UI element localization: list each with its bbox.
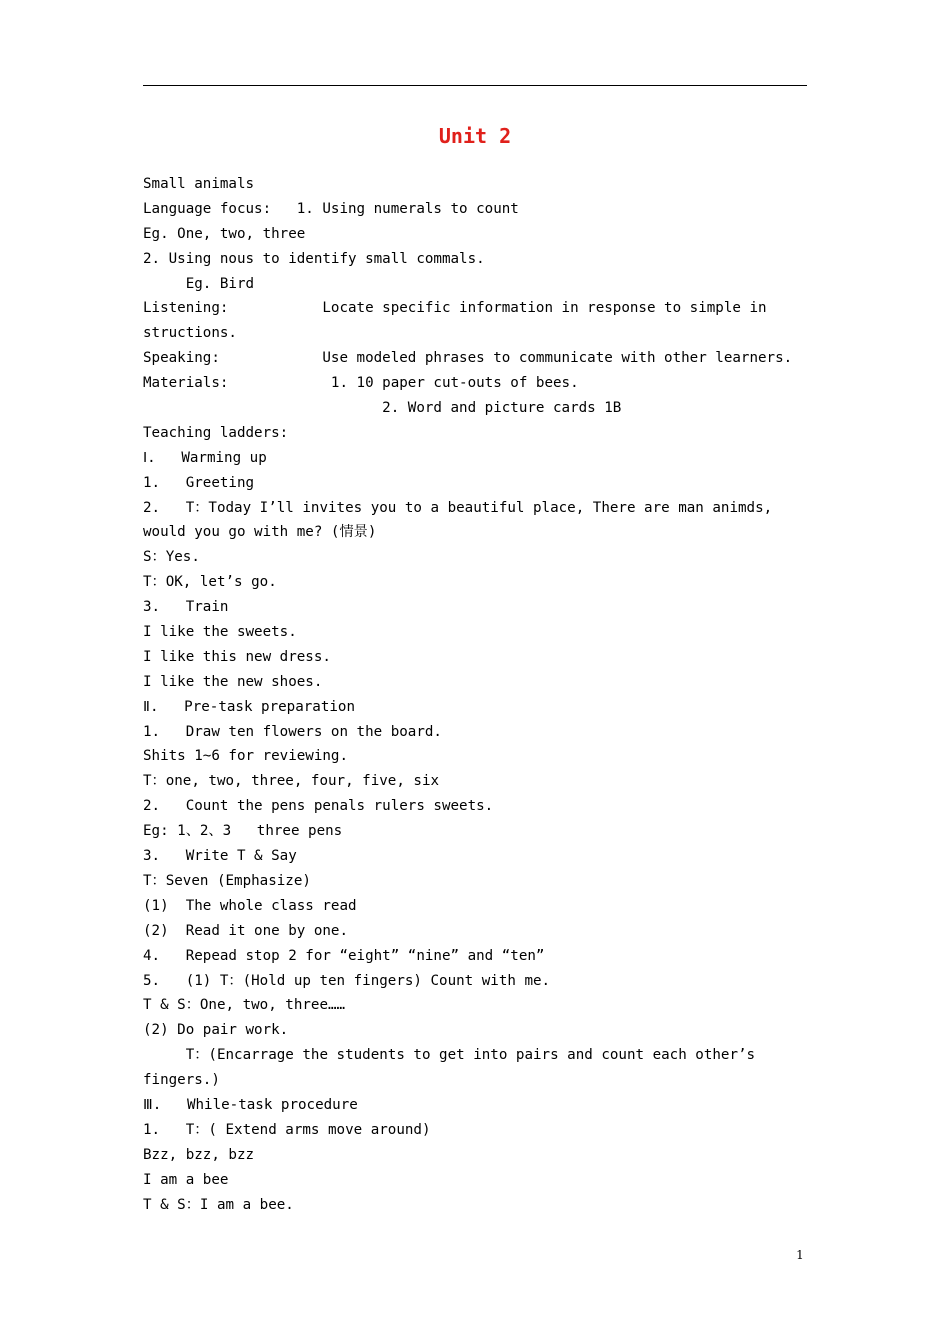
text-line: 3. Write T & Say <box>143 848 297 865</box>
text-line: S：Yes. <box>143 549 200 566</box>
text-line: Bzz, bzz, bzz <box>143 1146 255 1163</box>
text-line: Eg: 1、2、3 three pens <box>143 823 343 840</box>
text-line: I like the new shoes. <box>143 673 323 690</box>
text-line: fingers.) <box>143 1072 220 1089</box>
text-line: I like this new dress. <box>143 648 331 665</box>
text-line: T：OK, let’s go. <box>143 574 277 591</box>
header-rule <box>143 85 807 86</box>
text-line: Eg. Bird <box>143 275 255 292</box>
text-line: 4. Repead stop 2 for “eight” “nine” and “ten” <box>143 947 545 964</box>
text-line: 3. Train <box>143 599 229 616</box>
text-line: Ⅲ. While-task procedure <box>143 1096 358 1113</box>
page-title: Unit 2 <box>438 124 512 148</box>
text-line: I am a bee <box>143 1171 229 1188</box>
text-line: (2) Read it one by one. <box>143 922 348 939</box>
text-line: would you go with me? (情景) <box>143 524 377 541</box>
document-body <box>143 172 807 1217</box>
text-line: T：one, two, three, four, five, six <box>143 773 440 790</box>
text-line: Materials: 1. 10 paper cut-outs of bees. <box>143 375 579 392</box>
text-line: 2. Using nous to identify small commals. <box>143 250 485 267</box>
text-line: Ⅰ. Warming up <box>143 449 267 466</box>
text-line: 1. Draw ten flowers on the board. <box>143 723 442 740</box>
text-line: Speaking: Use modeled phrases to communicate with other learners. <box>143 350 793 367</box>
page-number: 1 <box>796 1248 804 1262</box>
text-line: Small animals <box>143 176 255 192</box>
text-line: (1) The whole class read <box>143 897 357 914</box>
text-line: T：Seven (Emphasize) <box>143 872 311 889</box>
text-line: Language focus: 1. Using numerals to count <box>143 200 519 217</box>
text-line: (2) Do pair work. <box>143 1022 289 1039</box>
text-line: 1. T：( Extend arms move around) <box>143 1121 431 1138</box>
text-line: Ⅱ. Pre-task preparation <box>143 698 355 715</box>
text-line: 2. T：Today I’ll invites you to a beautiful place, There are man animds, <box>143 499 773 516</box>
text-line: T & S：I am a bee. <box>143 1196 294 1213</box>
text-line: 5. (1) T：(Hold up ten fingers) Count with me. <box>143 972 551 989</box>
text-line: 1. Greeting <box>143 474 255 491</box>
text-line: 2. Count the pens penals rulers sweets. <box>143 798 494 815</box>
text-line: Listening: Locate specific information in response to simple in <box>143 300 767 317</box>
text-line: Eg. One, two, three <box>143 225 306 242</box>
text-line: T：(Encarrage the students to get into pairs and count each other’s <box>143 1047 756 1064</box>
text-line: Teaching ladders: <box>143 424 289 441</box>
text-line: T & S：One, two, three…… <box>143 997 346 1014</box>
text-line: Shits 1~6 for reviewing. <box>143 748 348 765</box>
text-line: 2. Word and picture cards 1B <box>143 400 622 417</box>
text-line: I like the sweets. <box>143 624 297 641</box>
text-line: structions. <box>143 325 237 342</box>
